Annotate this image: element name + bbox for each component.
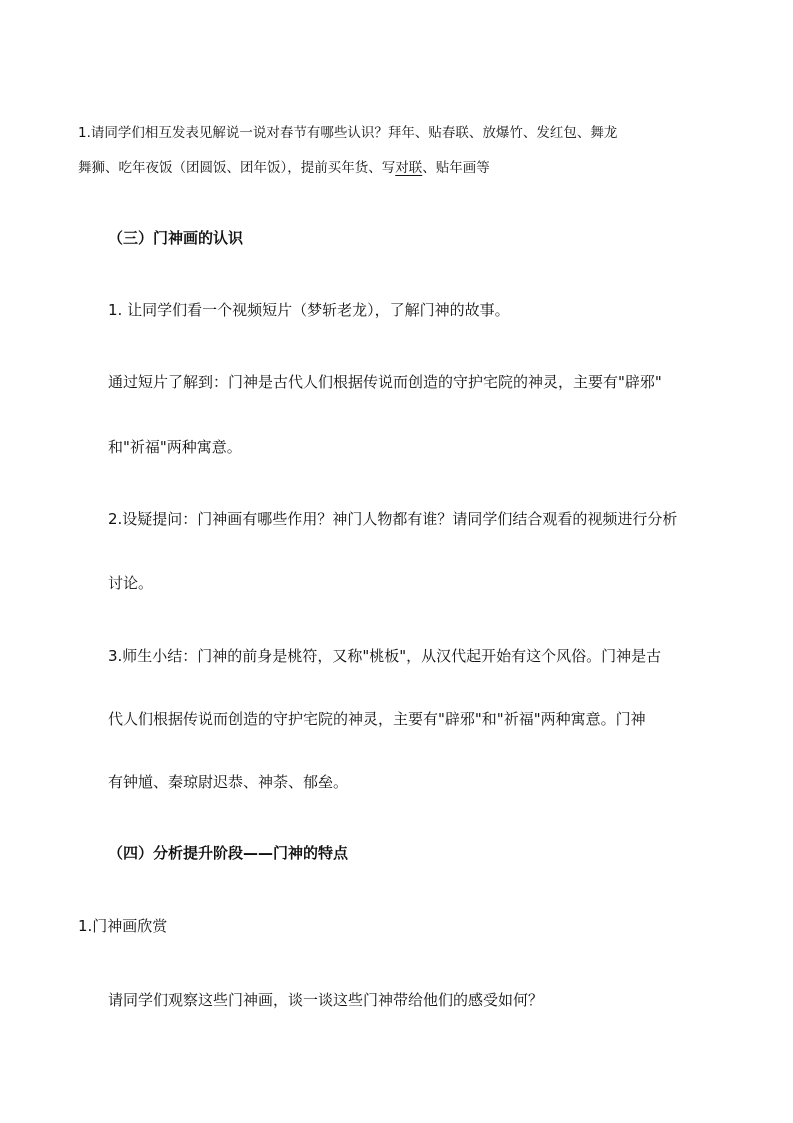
section-3-item-2-line-1: 2.设疑提问：门神画有哪些作用？神门人物都有谁？请同学们结合观看的视频进行分析 xyxy=(108,510,678,528)
section-3-heading: （三）门神画的认识 xyxy=(108,229,244,247)
section-4-heading: （四）分析提升阶段——门神的特点 xyxy=(108,844,349,862)
section-3-item-1: 1. 让同学们看一个视频短片（梦斩老龙），了解门神的故事。 xyxy=(108,301,510,319)
intro-line-2 xyxy=(78,162,490,176)
intro-line-2-tail: 、贴年画等 xyxy=(422,160,490,176)
section-3-summary-line-1: 通过短片了解到：门神是古代人们根据传说而创造的守护宅院的神灵，主要有"辟邪" xyxy=(108,373,662,391)
section-3-item-3-line-1: 3.师生小结：门神的前身是桃符，又称"桃板"，从汉代起开始有这个风俗。门神是古 xyxy=(108,647,662,665)
intro-line-1: 1.请同学们相互发表见解说一说对春节有哪些认识？拜年、贴春联、放爆竹、发红包、舞龙 xyxy=(78,125,618,141)
intro-underlined-word: 对联 xyxy=(395,160,423,176)
intro-line-2-text: 舞狮、吃年夜饭（团圆饭、团年饭），提前买年货、写 xyxy=(78,160,396,176)
section-3-summary-line-2: 和"祈福"两种寓意。 xyxy=(108,438,242,456)
section-4-item-1-text: 请同学们观察这些门神画，谈一谈这些门神带给他们的感受如何？ xyxy=(108,991,544,1009)
section-4-item-1: 1.门神画欣赏 xyxy=(78,917,168,935)
section-3-item-3-line-3: 有钟馗、秦琼尉迟恭、神荼、郁垒。 xyxy=(108,773,349,791)
section-3-item-3-line-2: 代人们根据传说而创造的守护宅院的神灵，主要有"辟邪"和"祈福"两种寓意。门神 xyxy=(108,710,646,728)
section-3-item-2-line-2: 讨论。 xyxy=(108,574,154,592)
